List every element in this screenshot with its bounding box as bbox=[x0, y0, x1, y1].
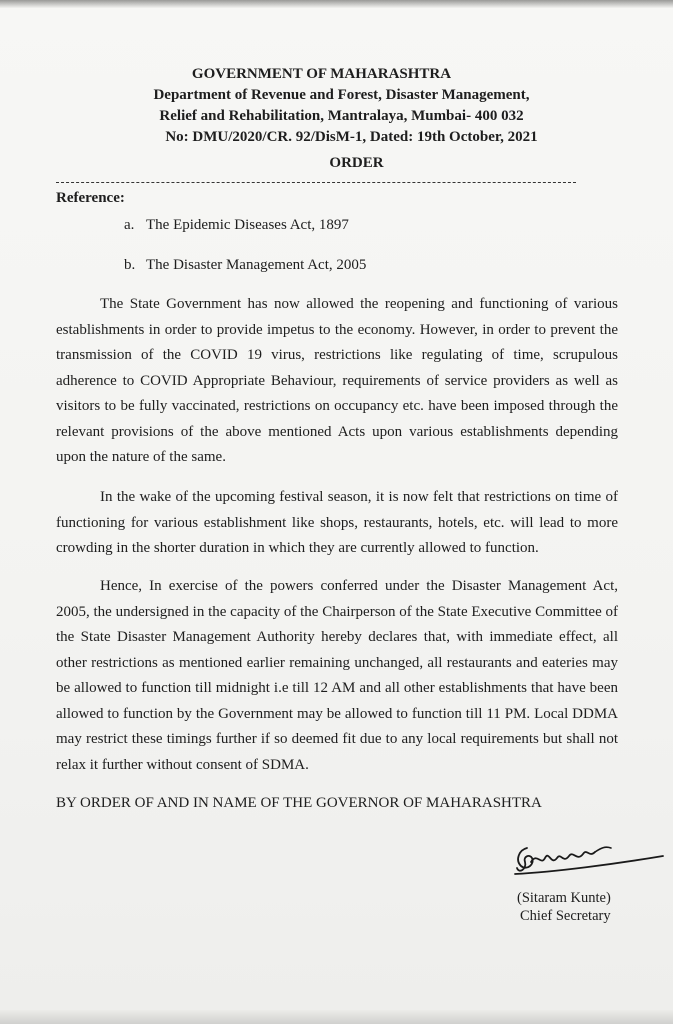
closing-line: BY ORDER OF AND IN NAME OF THE GOVERNOR OF MAHARASHTRA bbox=[56, 795, 542, 811]
order-title: ORDER bbox=[329, 155, 384, 171]
reference-item-b bbox=[124, 257, 366, 274]
paragraph-1: The State Government has now allowed the reopening and functioning of various establishments in order to provide impetus to the economy. However, in order to prevent the transmission of the COVID 19 virus, restrictions like regulating of time, scrupulous adherence to COVID Appropriate Behaviour, requirements of service providers as well as visitors to be fully vaccinated, restrictions on occupancy etc. have been imposed through the relevant provisions of the above mentioned Acts upon various establishments depending upon the nature of the same. bbox=[56, 296, 618, 465]
scan-top-shadow bbox=[0, 0, 673, 8]
header-address: Relief and Rehabilitation, Mantralaya, Mumbai- 400 032 bbox=[159, 108, 524, 124]
reference-marker: b. bbox=[124, 257, 136, 273]
header-department: Department of Revenue and Forest, Disaster Management, bbox=[153, 87, 530, 103]
signature-icon bbox=[505, 838, 670, 890]
reference-item-a bbox=[124, 217, 349, 234]
reference-label: Reference: bbox=[56, 190, 125, 206]
paragraph-3: Hence, In exercise of the powers conferred under the Disaster Management Act, 2005, the undersigned in the capacity of the Chairperson of the State Executive Committee of the State Disaster Management Authority hereby declares that, with immediate effect, all other restrictions as mentioned earlier remaining unchanged, all restaurants and eateries may be allowed to function till midnight i.e till 12 AM and all other establishments that have been allowed to function by the Government may be allowed to function till 11 PM. Local DDMA may restrict these timings further if so deemed fit due to any local requirements but shall not relax it further without consent of SDMA. bbox=[56, 578, 618, 773]
signatory-name: (Sitaram Kunte) bbox=[517, 890, 611, 906]
reference-text: The Epidemic Diseases Act, 1897 bbox=[146, 217, 349, 233]
paragraph-2: In the wake of the upcoming festival season, it is now felt that restrictions on time of functioning for various establishment like shops, restaurants, hotels, etc. will lead to more crowding in the shorter duration in which they are currently allowed to function. bbox=[56, 489, 618, 556]
header-order-number: No: DMU/2020/CR. 92/DisM-1, Dated: 19th October, 2021 bbox=[165, 129, 538, 145]
dashed-divider bbox=[56, 182, 576, 183]
scan-bottom-edge bbox=[0, 1010, 673, 1024]
letterhead bbox=[0, 64, 673, 148]
reference-marker: a. bbox=[124, 217, 135, 233]
reference-text: The Disaster Management Act, 2005 bbox=[146, 257, 367, 273]
header-government: GOVERNMENT OF MAHARASHTRA bbox=[191, 66, 452, 82]
signatory-designation: Chief Secretary bbox=[520, 908, 611, 924]
